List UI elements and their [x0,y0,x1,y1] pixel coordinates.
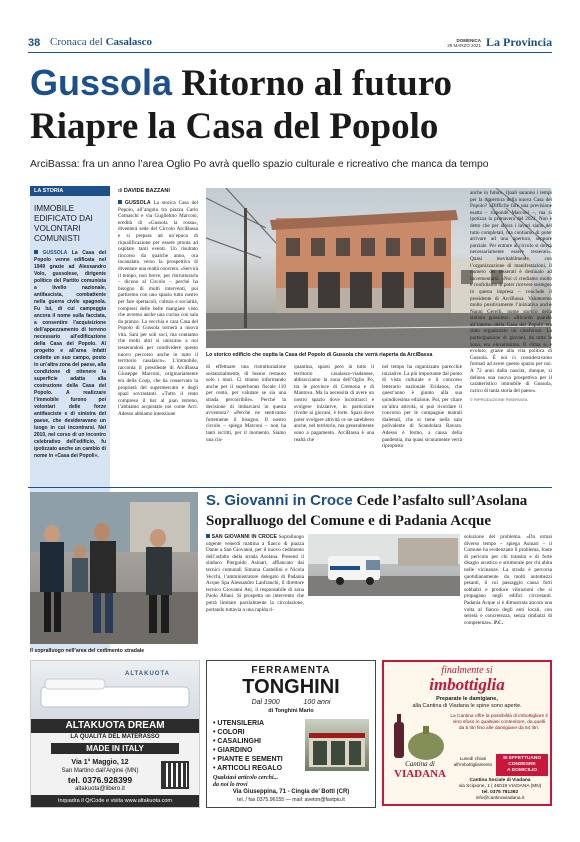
article2-headline [206,492,552,510]
ad2-since-left: Dal 1900 [251,699,280,706]
altakuota-logo: ALTAKUOTA [125,671,170,677]
article1-title-line2: Riapre la Casa del Popolo [30,106,439,147]
article2-lead: SAN GIOVANNI IN CROCE [211,534,278,540]
ad3-footer-email[interactable]: info@cantinaviadana.it [475,796,525,801]
ad2-item: • CASALINGHI [213,738,261,745]
ad-cantina-viadana[interactable] [382,660,552,806]
article1-headline [30,62,554,105]
ad3-head2: imbottiglia [429,675,505,694]
bottle-illustration [388,712,448,762]
col1-lead-square [118,200,122,204]
ad3-footer [450,778,550,802]
ad1-footer[interactable]: Inquadra il QrCode e visita www.altakuota.com [31,795,199,807]
section-prefix: Cronaca del [50,36,103,48]
ad3-delivery: SI EFFETTUANO CONSEGNE A DOMICILIO [496,754,548,776]
date-weekday: DOMENICA [456,38,481,43]
sidebar-lead-square [34,250,38,254]
page-number: 38 [28,37,41,49]
ad2-item: • COLORI [213,729,245,736]
ad3-footer-phone[interactable]: tel. 0375 781392 [481,790,519,795]
ad2-since-right: 100 anni [303,699,331,706]
article2-col2 [464,534,552,648]
article2-photo [30,492,198,644]
ad2-contacts[interactable]: tel. / fax 0375.96155 — mail: aveton@fastpiu.it [237,797,345,803]
ad3-note: Lunedì chiusi all’imbottigliamento [453,756,493,767]
photo2-caption: Il sopralluogo nell’area del cedimento stradale [30,648,145,654]
article1-kicker: Gussola [30,62,173,103]
section-name: Casalasco [105,36,153,48]
ad-ferramenta-tonghini[interactable] [206,660,376,808]
qr-code-icon[interactable] [161,761,189,789]
workers-illustration [30,492,198,644]
reproduction-notice: © RIPRODUZIONE RISERVATA [470,397,528,403]
photo1-caption: Lo storico edificio che ospita la Casa del Popolo di Gussola che verrà riaperta da ArciBassa [206,352,433,358]
article2-van-photo [308,534,460,596]
article1-col4: nel tempo ha organizzato parecchie iniziative. La più importante dal punto di vista culturale e il concorso letterario nazionale Eridanos, che quest’anno è giunto alla sua quindicesima edizione. Poi, per citare un’altra attività, si può ricordare il concorso per le compagnie teatrali dialettali, che si tiene nella sala polivalente di Scandolara Ravara. Adesso è fermo, a causa della pandemia, ma quasi sicuramente verrà riproposto [382,364,462,450]
sidebar-label: LA STORIA [30,186,110,196]
ad2-name: TONGHINI [242,676,340,698]
article2-kicker: S. Giovanni in Croce [206,492,353,509]
sidebar-lead: GUSSOLA [42,250,68,256]
ad3-footer-address: via Scipione, 1 | 46019 VIADANA (MN) [458,784,542,789]
ad2-sub: di Tonghini Mario [268,708,314,714]
ad3-footer-name: Cantina Sociale di Viadana [469,778,531,783]
ad2-item: • ARTICOLI REGALO [213,765,283,772]
ad1-city: San Martino dall’Argine (MN) [61,768,139,774]
byline [118,188,198,194]
ad-altakuota[interactable] [30,660,200,808]
ad1-title: ALTAKUOTA DREAM [31,719,199,733]
article1-col5 [470,190,552,482]
date-block [425,38,481,48]
mattress-icon [31,661,199,719]
article2-divider [28,487,552,488]
article2-signature: P.C. [493,619,504,626]
masthead: La Provincia [486,35,553,49]
col1-text: La storica Casa del Popolo, all’angolo tra piazza Carlo Comaschi e via Guglielmo Marconi, eredità di «Gussola la rossa», diventerà sede del Circolo ArciBassa e si prepara ad un’epoca di riqualificazione per essere pronta ad ospitare tanti eventi. Un risultato rincorso da qualche anno, ora incanalato verso la prospettiva di diventare una realtà concreta. «Servirà il tempo, non breve, per ristrutturarla – dicono al Circolo – perché ha bisogno di molti interventi, poi partiremo con uno spazio tutto nostro per fare spettacoli, cultura e socialità, compresi delle belle mangiate visto che avremo anche una cucina con sala da pranzo. La vecchia e cara Casa del Popolo di Gussola tornerà a nuova vita. Sarà per soli soci, ma contiamo che molti altri si uniscano a noi tesserandosi per condividere questo nuovo percorso anche in tutto il territorio casalasco». L’immobile, racconta il presidente di ArciBassa Giuseppe Marconi, originariamente era della Coop, che ha conservato la proprietà del supermercato e degli spazi sovrastanti. «Tutto il resto compreso il bar al pian terreno, l’abbiamo acquistato noi come Arci. Adesso abbiamo intenzione [118,200,198,417]
ad3-sub2: alla Cantina di Viadana le spine sono aperte. [412,703,522,709]
ad2-item: • UTENSILERIA [213,720,265,727]
date-day: 28 MARZO 2021 [447,43,481,48]
ad3-cantina-di: Cantina di [405,760,435,768]
article2-col2-text: soluzione del problema. «Da ormai diverso tempo – spiega Asinari – il Comune ha evidenziato il problema, fonte di pericolo per chi transita e di forte disagio acustico e strutturale per chi abita nelle vicinanze. La strada è percorsa quotidianamente da molti automezzi pesanti, il cui passaggio causa forti sobbalzi e produce vibrazioni che si propagano negli edifici circostanti. Padania Acque si è dimostrata ancora una volta al fianco degli enti locali, con serietà e concretezza, senza rimbalzi di competenze». [464,534,552,626]
article1-subheadline: ArciBassa: fra un anno l’area Oglio Po avrà quello spazio culturale e ricreativo che manca da tempo [30,159,489,170]
article2-col1-text: Sopralluogo urgente venerdì mattina a fianco di piazza Dante a San Giovanni, per il nuovo cedimento dell’asfalto della strada Asolana. Presenti il sindaco Pierguido Asinari, affiancato dai tecnici comunali Simona Castellini e Nicola Vecchi, l’amministratore delegato di Padania Acque Spa Alessandro Lanfranchi, il direttore tecnico Giovanni Ani, il responsabile di zona Paolo Allani. Si prospetta un intervento che potrà limitare parzialmente la circolazione, portando tuttavia a una rapida ri- [206,534,304,613]
ad1-street: Via 1° Maggio, 12 [71,759,129,766]
col1-lead: GUSSOLA [124,200,151,206]
ad2-slogan [213,775,369,789]
sidebar-title: IMMOBILE EDIFICATO DAI VOLONTARI COMUNISTI [34,204,93,243]
ad2-slogan1: Qualsiasi articolo cerchi... [213,775,279,781]
article2-lead-square [206,534,210,538]
ad3-body: La Cantina offre la possibilità di imbottigliare il vino sfuso in qualsiasi contenitore, da quelli da 5 litri fino alle damigiane da 54 litri. [450,714,548,731]
ad3-sub1: Preparate le damigiane, [436,696,498,702]
ad3-sub [384,696,550,710]
shop-front-icon [305,719,369,771]
article1-col3: quantina, sparsi però in tutto il territorio casalasco-viadanese, abbracciamo la zona dell’Oglio Po, tra le province di Cremona e di Mantova. Ma la necessità di avere un nostro spazio dove incontrarci e svolgere iniziative, in particolare rivolte ai giovani, è forte. Spazi dove poter svolgere attività ce ne sarebbero anche, nel territorio, ma generalmente sono a pagamento. ArciBassa è una realtà che [294,364,374,443]
ad1-email[interactable]: altakuota@libero.it [75,786,125,792]
ad1-phone[interactable]: tel. 0376.928399 [67,775,133,785]
article2-title-line2: Sopralluogo del Comune e di Padania Acque [206,513,492,529]
article2-title-line1: Cede l’asfalto sull’Asolana [356,493,528,509]
ad1-tagline1: LA QUALITÀ DEL MATERASSO [70,734,160,740]
byline-prefix: di [118,188,123,194]
ad2-item: • PIANTE E SEMENTI [213,756,283,763]
article1-col2: di effettuare una ristrutturazione sostanzialmente, di buono restauro solo i muri. Ci stiamo informando anche per il superbonus fiscale 110 per cento, per valutare se sia una strada percorribile». Perché la decisione di imbarcarsi in questa avventura? «Perché ne sentivamo fortemente il bisogno. Il nostro circolo – spiega Marconi – non ha tanti iscritti, per il momento. Siamo una cin- [206,364,286,443]
article1-title-line1: Ritorno al futuro [181,63,452,104]
ad2-items [213,719,303,773]
van-illustration [308,534,460,596]
ad3-cantina-name: VIADANA [394,768,446,780]
article2-col1 [206,534,304,648]
ad3-head1: finalmente si [441,665,493,676]
ad1-tagline2: MADE IN ITALY [51,743,179,754]
ad2-shop-photo [305,719,369,771]
ad2-address: Via Giuseppina, 71 - Cingia de’ Botti (CR) [232,789,350,795]
ad2-item: • GIARDINO [213,747,253,754]
ad2-since [207,699,375,706]
ad1-address [45,759,155,793]
page-header [28,36,552,53]
ad3-logo [390,760,450,780]
ad2-slogan2: da noi lo trovi [213,782,248,788]
ad2-top: FERRAMENTA [251,665,331,676]
mattress-image [31,661,199,719]
section-title [50,36,152,48]
col5-text: anche in futuro. Quali saranno i tempi per la riapertura della nuova Casa del Popolo? «Difficile fare una previsione esatta – risponde Marconi –, ma si ipotizza la primavera del 2022. Non è detto che per allora i lavori siano del tutto completati, ma contiamo di poter arrivare ad una apertura, seppure parziale. Per entrare al circolo si dovrà necessariamente essere tesserati». Quasi inevitabilmente, con l’organizzazione di manifestazioni, il numero dei tesserati è destinato ad incrementarsi. «Noi ci crediamo molto e confidiamo di poter ricevere sostegno in questa impresa – conclude il presidente di ArciBassa. Valuteremo molto positivamente l’iniziativa anche Nanni Gerelli, nome storico della sinistra gussolese: «Ricordo quando all’interno della Casa del Popolo era stato organizzato un cineforum. La partecipazione di giovani, da tutta la zona, era elevatissima. Il clima si è evoluto, grazie alla vita politica di Gussola. È noi ci consideravamo formati ad avere questo spazio per noi. A 72 anni dalla nascita, dunque, si delinea una nuova prospettiva per il caratteristico immobile di Gussola, carico di tanta storia del paese». [470,190,552,394]
byline-author: DAVIDE BAZZANI [123,188,170,194]
sidebar-text: La Casa del Popolo venne edificata nel 1949 grazie ad Alessandro Volo, gussolese, dirigente politico del Partito comunista a livello nazionale, antifascista, combattente nella guerra civile spagnola. Fu lui, di cui campeggia ancora il nome sulla facciata, a consentire l’acquisizione dell’appezzamento di terreno necessario all’edificazione della Casa del Popolo. Al progetto e all’area infatti cedette un suo campo, posto in un’altra zona del paese, alla condizione di ottenere la superficie adatta alla costruzione della Casa del Popolo. A realizzare l’immobile furono poi volontari delle forze antifasciste e di sinistra del paese, che desideravano un luogo in cui incontrarsi. Nel 2010, nel corso di un incontro celebrativo dell’edificio, fu ipotizzato anche un cambio di nome in «Casa dei Popoli». [34,250,106,459]
